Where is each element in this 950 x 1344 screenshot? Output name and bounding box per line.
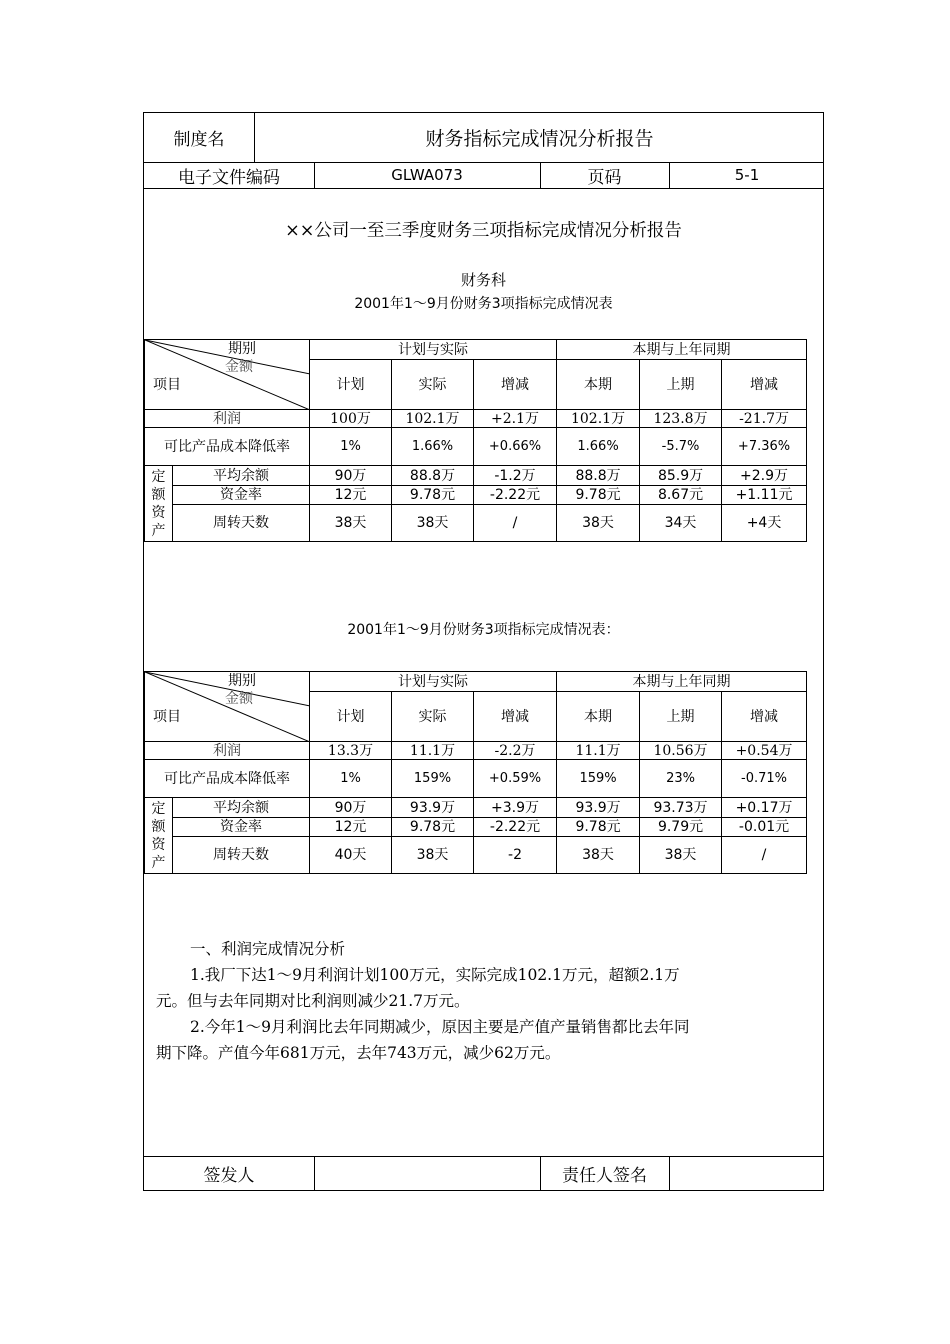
label-file-code: 电子文件编码 bbox=[178, 167, 280, 188]
table-cell: 8.67元 bbox=[640, 486, 722, 505]
table-cell: 40天 bbox=[310, 837, 392, 874]
row-label: 周转天数 bbox=[173, 837, 310, 874]
col-header: 本期 bbox=[557, 360, 640, 410]
row-label: 可比产品成本降低率 bbox=[145, 760, 310, 798]
table-row bbox=[145, 505, 807, 542]
table-cell: -1.2万 bbox=[474, 466, 557, 486]
page-number: 5-1 bbox=[734, 166, 760, 184]
col-header: 增减 bbox=[722, 360, 807, 410]
table1-caption: 2001年1～9月份财务3项指标完成情况表 bbox=[354, 296, 613, 312]
group-yoy-header: 本期与上年同期 bbox=[557, 672, 807, 692]
table-cell: -21.7万 bbox=[722, 410, 807, 428]
col-header: 增减 bbox=[722, 692, 807, 742]
table-cell: 9.79元 bbox=[640, 818, 722, 837]
label-name: 制度名 bbox=[173, 130, 225, 150]
doc-title: 财务指标完成情况分析报告 bbox=[425, 128, 654, 150]
table-cell: 38天 bbox=[392, 505, 474, 542]
table-cell: / bbox=[722, 837, 807, 874]
file-code: GLWA073 bbox=[391, 166, 463, 184]
table-cell: +7.36% bbox=[722, 428, 807, 466]
table-cell: -2.22元 bbox=[474, 486, 557, 505]
col-header: 计划 bbox=[310, 360, 392, 410]
table-row bbox=[145, 410, 807, 428]
table-cell: 159% bbox=[392, 760, 474, 798]
analysis-paragraph: 期下降。产值今年681万元，去年743万元，减少62万元。 bbox=[156, 1044, 561, 1062]
table-row bbox=[145, 742, 807, 760]
amount-label: 金额 bbox=[225, 691, 253, 707]
row-label: 资金率 bbox=[173, 486, 310, 505]
item-label: 项目 bbox=[153, 709, 181, 725]
fixed-assets-label: 定 额 资 产 bbox=[145, 466, 173, 542]
col-header: 计划 bbox=[310, 692, 392, 742]
label-issuer: 签发人 bbox=[203, 1166, 255, 1186]
col-header: 本期 bbox=[557, 692, 640, 742]
table-cell: 12元 bbox=[310, 486, 392, 505]
table-cell: 90万 bbox=[310, 798, 392, 818]
table2-caption: 2001年1～9月份财务3项指标完成情况表： bbox=[347, 622, 620, 638]
table-cell: 1.66% bbox=[557, 428, 640, 466]
row-label: 利润 bbox=[145, 410, 310, 428]
table-cell: +3.9万 bbox=[474, 798, 557, 818]
table-cell: 85.9万 bbox=[640, 466, 722, 486]
table-row bbox=[145, 466, 807, 486]
amount-label: 金额 bbox=[225, 359, 253, 375]
period-label: 期别 bbox=[228, 673, 256, 689]
table-cell: 123.8万 bbox=[640, 410, 722, 428]
indicator-table-2 bbox=[144, 671, 807, 874]
table-cell: +0.17万 bbox=[722, 798, 807, 818]
table-cell: -2.22元 bbox=[474, 818, 557, 837]
table-cell: 88.8万 bbox=[392, 466, 474, 486]
indicator-table-1 bbox=[144, 339, 807, 542]
table-cell: 12元 bbox=[310, 818, 392, 837]
col-header: 增减 bbox=[474, 692, 557, 742]
label-page: 页码 bbox=[587, 167, 622, 188]
department: 财务科 bbox=[460, 271, 506, 289]
table-cell: -2 bbox=[474, 837, 557, 874]
period-label: 期别 bbox=[228, 341, 256, 357]
issuer-field[interactable] bbox=[314, 1156, 540, 1191]
row-label: 平均余额 bbox=[173, 466, 310, 486]
table-cell: 93.9万 bbox=[557, 798, 640, 818]
table-cell: 9.78元 bbox=[392, 486, 474, 505]
table-cell: -0.71% bbox=[722, 760, 807, 798]
col-header: 上期 bbox=[640, 360, 722, 410]
table-cell: 1% bbox=[310, 428, 392, 466]
analysis-heading: 一、利润完成情况分析 bbox=[190, 940, 346, 958]
table-cell: 13.3万 bbox=[310, 742, 392, 760]
table-cell: +0.54万 bbox=[722, 742, 807, 760]
col-header: 实际 bbox=[392, 360, 474, 410]
table-cell: 9.78元 bbox=[557, 486, 640, 505]
row-label: 平均余额 bbox=[173, 798, 310, 818]
table-cell: 38天 bbox=[310, 505, 392, 542]
row-label: 可比产品成本降低率 bbox=[145, 428, 310, 466]
analysis-paragraph: 1.我厂下达1～9月利润计划100万元，实际完成102.1万元，超额2.1万 bbox=[190, 966, 680, 984]
table-cell: -5.7% bbox=[640, 428, 722, 466]
table-cell: 90万 bbox=[310, 466, 392, 486]
responsible-signature-field[interactable] bbox=[669, 1156, 825, 1191]
table-cell: -2.2万 bbox=[474, 742, 557, 760]
row-label: 利润 bbox=[145, 742, 310, 760]
table-cell: 93.73万 bbox=[640, 798, 722, 818]
row-label: 资金率 bbox=[173, 818, 310, 837]
table-cell: 1% bbox=[310, 760, 392, 798]
table-cell: 38天 bbox=[557, 505, 640, 542]
table-cell: 88.8万 bbox=[557, 466, 640, 486]
fixed-assets-label: 定 额 资 产 bbox=[145, 798, 173, 874]
col-header: 增减 bbox=[474, 360, 557, 410]
table-cell: +0.59% bbox=[474, 760, 557, 798]
table-cell: 102.1万 bbox=[392, 410, 474, 428]
table-cell: +1.11元 bbox=[722, 486, 807, 505]
table-cell: 38天 bbox=[557, 837, 640, 874]
group-plan-header: 计划与实际 bbox=[310, 672, 557, 692]
table-cell: 102.1万 bbox=[557, 410, 640, 428]
table-cell: 38天 bbox=[640, 837, 722, 874]
label-responsible: 责任人签名 bbox=[562, 1166, 647, 1186]
table-cell: -0.01元 bbox=[722, 818, 807, 837]
table-cell: 1.66% bbox=[392, 428, 474, 466]
table-row bbox=[145, 798, 807, 818]
table-cell: 23% bbox=[640, 760, 722, 798]
table-row bbox=[145, 760, 807, 798]
table-cell: +2.1万 bbox=[474, 410, 557, 428]
table-cell: 9.78元 bbox=[557, 818, 640, 837]
analysis-paragraph: 2.今年1～9月利润比去年同期减少，原因主要是产值产量销售都比去年同 bbox=[190, 1018, 690, 1036]
report-title: ××公司一至三季度财务三项指标完成情况分析报告 bbox=[285, 221, 682, 241]
table-row bbox=[145, 428, 807, 466]
col-header: 实际 bbox=[392, 692, 474, 742]
header-divider bbox=[144, 188, 823, 189]
table-cell: 100万 bbox=[310, 410, 392, 428]
table-row bbox=[145, 486, 807, 505]
table-cell: 159% bbox=[557, 760, 640, 798]
table-cell: 11.1万 bbox=[392, 742, 474, 760]
row-label: 周转天数 bbox=[173, 505, 310, 542]
table-cell: 38天 bbox=[392, 837, 474, 874]
corner-header bbox=[145, 340, 310, 410]
table-cell: 10.56万 bbox=[640, 742, 722, 760]
col-header: 上期 bbox=[640, 692, 722, 742]
document-frame bbox=[143, 112, 824, 1191]
corner-header bbox=[145, 672, 310, 742]
table-cell: 9.78元 bbox=[392, 818, 474, 837]
group-plan-header: 计划与实际 bbox=[310, 340, 557, 360]
group-yoy-header: 本期与上年同期 bbox=[557, 340, 807, 360]
table-cell: 34天 bbox=[640, 505, 722, 542]
table-row bbox=[145, 818, 807, 837]
table-row bbox=[145, 837, 807, 874]
table-cell: 93.9万 bbox=[392, 798, 474, 818]
table-cell: +4天 bbox=[722, 505, 807, 542]
table-cell: / bbox=[474, 505, 557, 542]
table-cell: 11.1万 bbox=[557, 742, 640, 760]
item-label: 项目 bbox=[153, 377, 181, 393]
analysis-paragraph: 元。但与去年同期对比利润则减少21.7万元。 bbox=[156, 992, 470, 1010]
table-cell: +0.66% bbox=[474, 428, 557, 466]
table-cell: +2.9万 bbox=[722, 466, 807, 486]
